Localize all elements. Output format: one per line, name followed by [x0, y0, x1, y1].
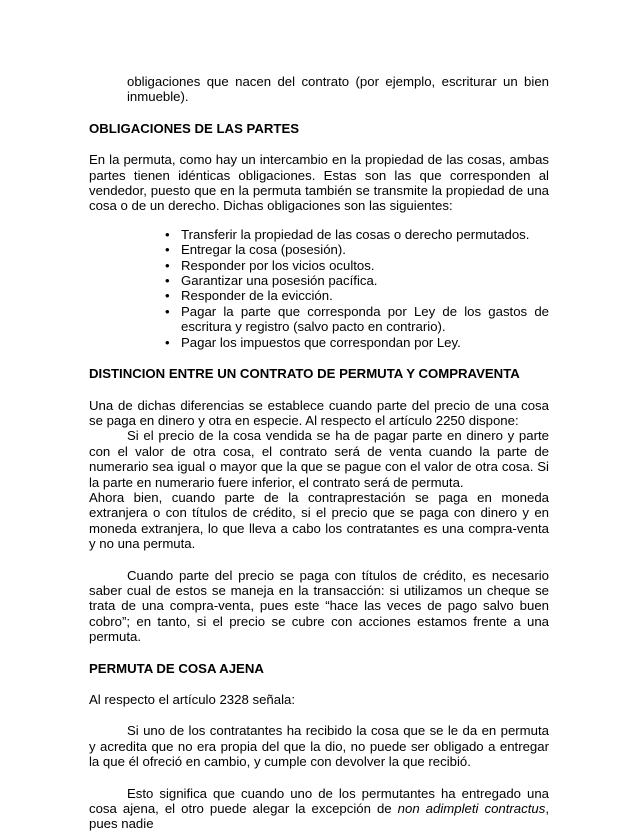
- latin-term: non adimpleti contractus: [397, 801, 546, 817]
- list-item-text: Responder de la evicción.: [181, 288, 333, 304]
- bullet-icon: •: [165, 226, 170, 242]
- bullet-icon: •: [165, 334, 170, 350]
- section-heading-obligaciones: OBLIGACIONES DE LAS PARTES: [89, 120, 300, 136]
- list-item-text: Entregar la cosa (posesión).: [181, 242, 346, 258]
- bullet-icon: •: [165, 273, 170, 289]
- list-item-text: Pagar la parte que corresponda por Ley de los gastos de escritura y registro (salvo pacto en contrario).: [181, 303, 549, 335]
- list-item-text: Responder por los vicios ocultos.: [181, 257, 375, 273]
- list-item: [165, 242, 549, 257]
- p3-text-before: Esto significa que cuando uno de los permutantes ha entregado una cosa ajena, el otro puede alegar la excepción de: [89, 785, 549, 817]
- section-heading-cosa-ajena: PERMUTA DE COSA AJENA: [89, 660, 264, 676]
- list-item-text: Pagar los impuestos que correspondan por Ley.: [181, 334, 461, 350]
- bullet-icon: •: [165, 242, 170, 258]
- bullet-icon: •: [165, 257, 170, 273]
- distincion-paragraph-4: Cuando parte del precio se paga con títulos de crédito, es necesario saber cual de estos se maneja en la transacción: si utilizamos un cheque se trata de una compra-venta, pues este “hace las veces de pago salvo buen cobro”; en tanto, si el precio se cubre con acciones estamos frente a una permuta.: [89, 567, 549, 645]
- bullet-icon: •: [165, 303, 170, 319]
- intro-paragraph: obligaciones que nacen del contrato (por ejemplo, escriturar un bien inmueble).: [127, 74, 549, 105]
- obligaciones-list: [89, 227, 549, 350]
- document-page: [89, 74, 549, 832]
- distincion-paragraph-1: Una de dichas diferencias se establece cuando parte del precio de una cosa se paga en dinero y otra en especie. Al respecto el artículo 2250 dispone:: [89, 397, 549, 428]
- list-item: [165, 227, 549, 242]
- p3-text-after: , pues nadie: [89, 801, 549, 832]
- list-item-text: Transferir la propiedad de las cosas o derecho permutados.: [181, 226, 530, 242]
- cosa-ajena-paragraph-2: Si uno de los contratantes ha recibido la cosa que se le da en permuta y acredita que no era propia del que la dio, no puede ser obligado a entregar la que él ofreció en cambio, y cumple con devolver la que recibió.: [89, 723, 549, 770]
- obligaciones-paragraph: En la permuta, como hay un intercambio en la propiedad de las cosas, ambas partes tienen idénticas obligaciones. Estas son las que corresponden al vendedor, puesto que en la permuta también se transmite la propiedad de una cosa o de un derecho. Dichas obligaciones son las siguientes:: [89, 152, 549, 214]
- list-item: [165, 304, 549, 335]
- distincion-paragraph-2: Si el precio de la cosa vendida se ha de pagar parte en dinero y parte con el valor de otra cosa, el contrato será de venta cuando la parte de numerario sea igual o mayor que la que se pague con el valor de otra cosa. Si la parte en numerario fuere inferior, el contrato será de permuta.: [89, 428, 549, 490]
- list-item-text: Garantizar una posesión pacífica.: [181, 273, 378, 289]
- list-item: [165, 273, 549, 288]
- cosa-ajena-paragraph-1: Al respecto el artículo 2328 señala:: [89, 692, 295, 707]
- distincion-paragraph-3: Ahora bien, cuando parte de la contraprestación se paga en moneda extranjera o con títulos de crédito, si el precio que se paga con dinero y en moneda extranjera, lo que lleva a cabo los contratantes es una compra-venta y no una permuta.: [89, 489, 549, 552]
- list-item: [165, 335, 549, 350]
- bullet-icon: •: [165, 288, 170, 304]
- list-item: [165, 258, 549, 273]
- cosa-ajena-paragraph-3: [89, 786, 549, 832]
- section-heading-distincion: DISTINCION ENTRE UN CONTRATO DE PERMUTA Y COMPRAVENTA: [89, 366, 520, 382]
- list-item: [165, 288, 549, 303]
